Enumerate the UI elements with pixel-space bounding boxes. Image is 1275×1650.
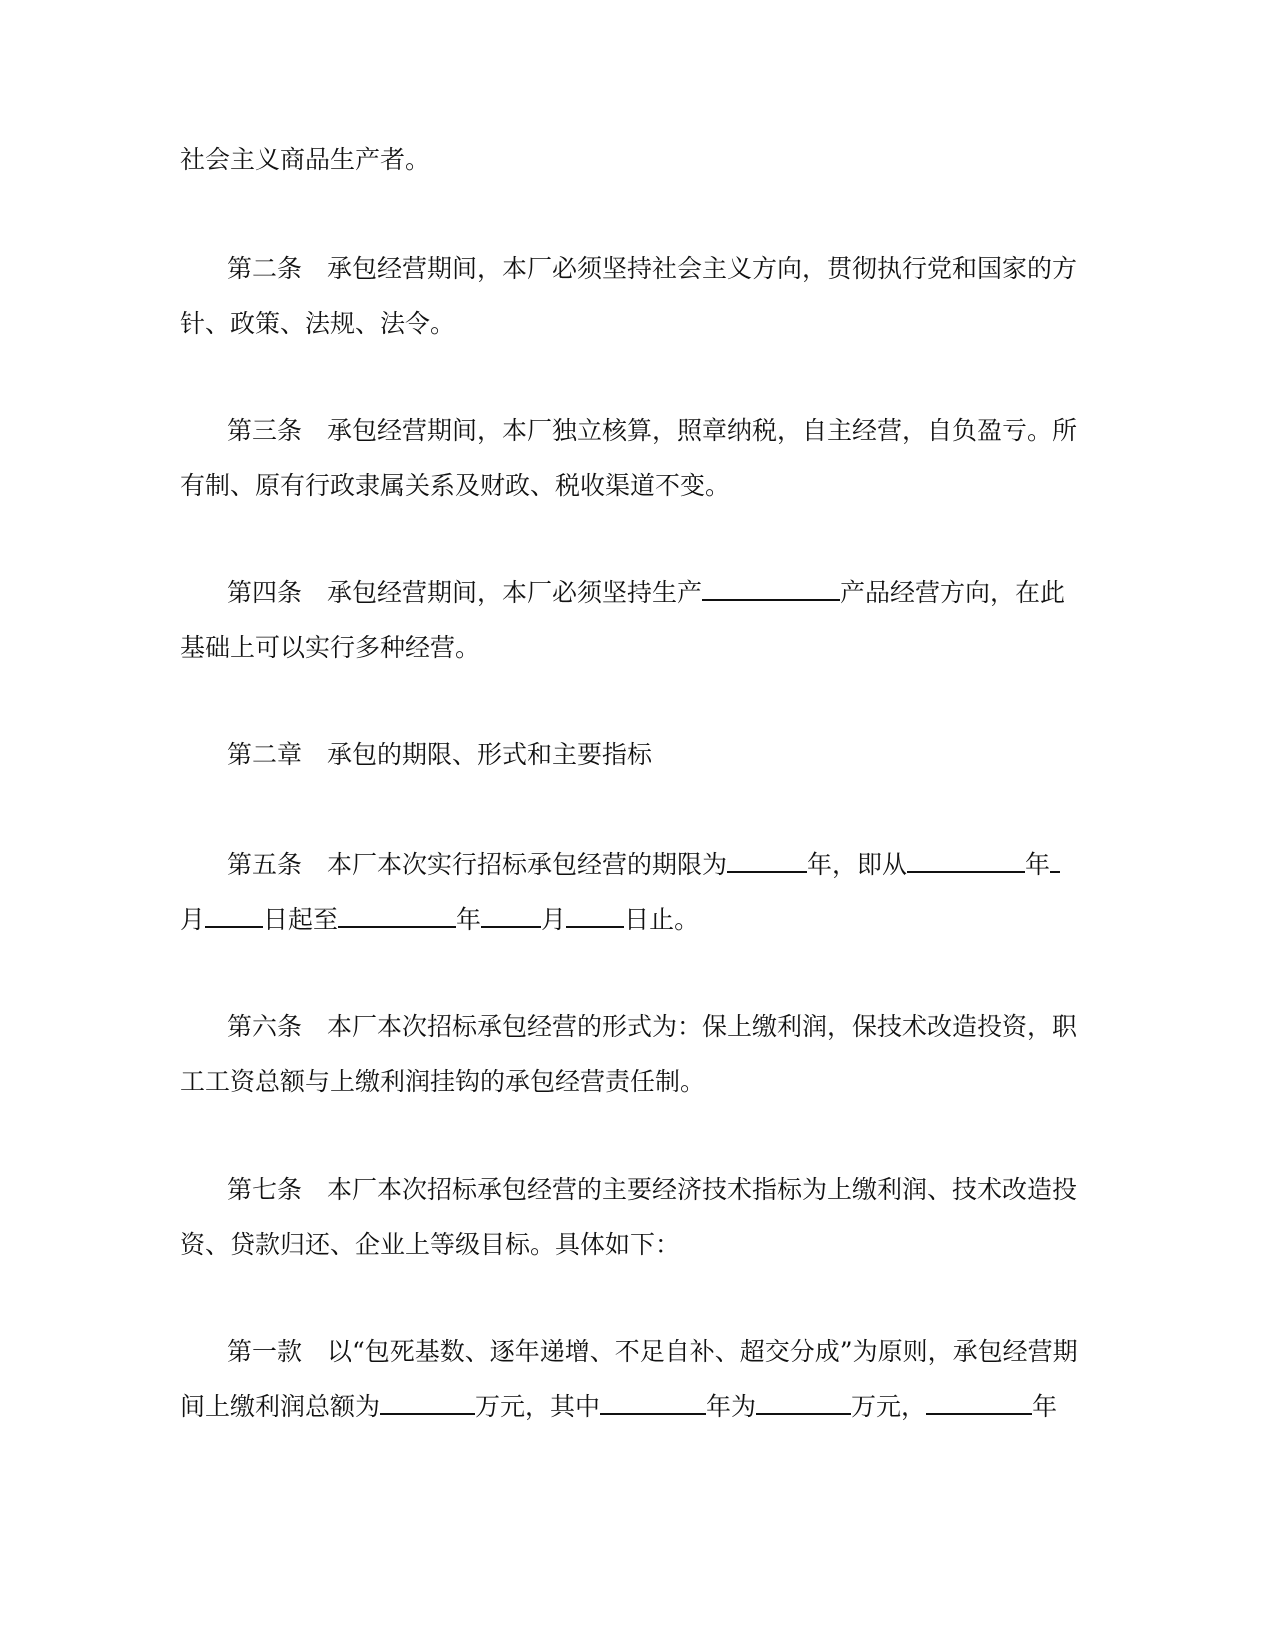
article-5-line-2: [180, 903, 1080, 937]
start-day-blank: [205, 904, 263, 928]
end-day-blank: [566, 904, 624, 928]
start-year-blank: [907, 849, 1025, 873]
year-2-blank: [926, 1391, 1032, 1415]
year-1-amount-blank: [756, 1391, 851, 1415]
article-4-line-1: [227, 576, 1127, 610]
article-2-line-2: 针、政策、法规、法令。: [180, 309, 456, 338]
article-5-line-1: [227, 848, 1127, 882]
clause-1-line-2: [180, 1390, 1080, 1424]
end-year-blank: [338, 904, 456, 928]
article-6-line-1: 第六条 本厂本次招标承包经营的形式为：保上缴利润，保技术改造投资，职: [227, 1012, 1078, 1041]
article-4-text-b: 产品经营方向，在此: [840, 578, 1066, 607]
clause-1-text-d: 万元，: [851, 1392, 927, 1421]
clause-1-text-a: 间上缴利润总额为: [180, 1392, 381, 1421]
article-4-line-2: 基础上可以实行多种经营。: [180, 633, 481, 662]
article-5-text-f: 年: [456, 905, 482, 934]
clause-1-text-e: 年: [1032, 1392, 1058, 1421]
term-years-blank: [727, 849, 807, 873]
end-month-blank: [481, 904, 541, 928]
clause-1-line-1: 第一款 以“包死基数、逐年递增、不足自补、超交分成”为原则，承包经营期: [227, 1337, 1078, 1366]
article-3-line-1: 第三条 承包经营期间，本厂独立核算，照章纳税，自主经营，自负盈亏。所: [227, 416, 1078, 445]
clause-1-text-b: 万元，其中: [475, 1392, 601, 1421]
article-5-text-b: 年，即从: [807, 850, 908, 879]
product-blank: [702, 577, 840, 601]
text-line: 社会主义商品生产者。: [180, 145, 431, 174]
clause-1-text-c: 年为: [706, 1392, 757, 1421]
article-4-text-a: 第四条 承包经营期间，本厂必须坚持生产: [227, 578, 703, 607]
article-5-text-a: 第五条 本厂本次实行招标承包经营的期限为: [227, 850, 728, 879]
article-5-text-c: 年: [1025, 850, 1051, 879]
article-2-line-1: 第二条 承包经营期间，本厂必须坚持社会主义方向，贯彻执行党和国家的方: [227, 254, 1078, 283]
article-5-text-e: 日起至: [263, 905, 339, 934]
article-7-line-2: 资、贷款归还、企业上等级目标。具体如下：: [180, 1230, 681, 1259]
chapter-2-heading: 第二章 承包的期限、形式和主要指标: [227, 740, 653, 769]
article-7-line-1: 第七条 本厂本次招标承包经营的主要经济技术指标为上缴利润、技术改造投: [227, 1175, 1078, 1204]
start-month-blank-begin: [1050, 849, 1060, 873]
article-5-text-d: 月: [180, 905, 206, 934]
article-6-line-2: 工工资总额与上缴利润挂钩的承包经营责任制。: [180, 1067, 706, 1096]
year-1-blank: [600, 1391, 706, 1415]
article-5-text-h: 日止。: [624, 905, 700, 934]
total-profit-blank: [380, 1391, 475, 1415]
article-5-text-g: 月: [541, 905, 567, 934]
article-3-line-2: 有制、原有行政隶属关系及财政、税收渠道不变。: [180, 471, 731, 500]
